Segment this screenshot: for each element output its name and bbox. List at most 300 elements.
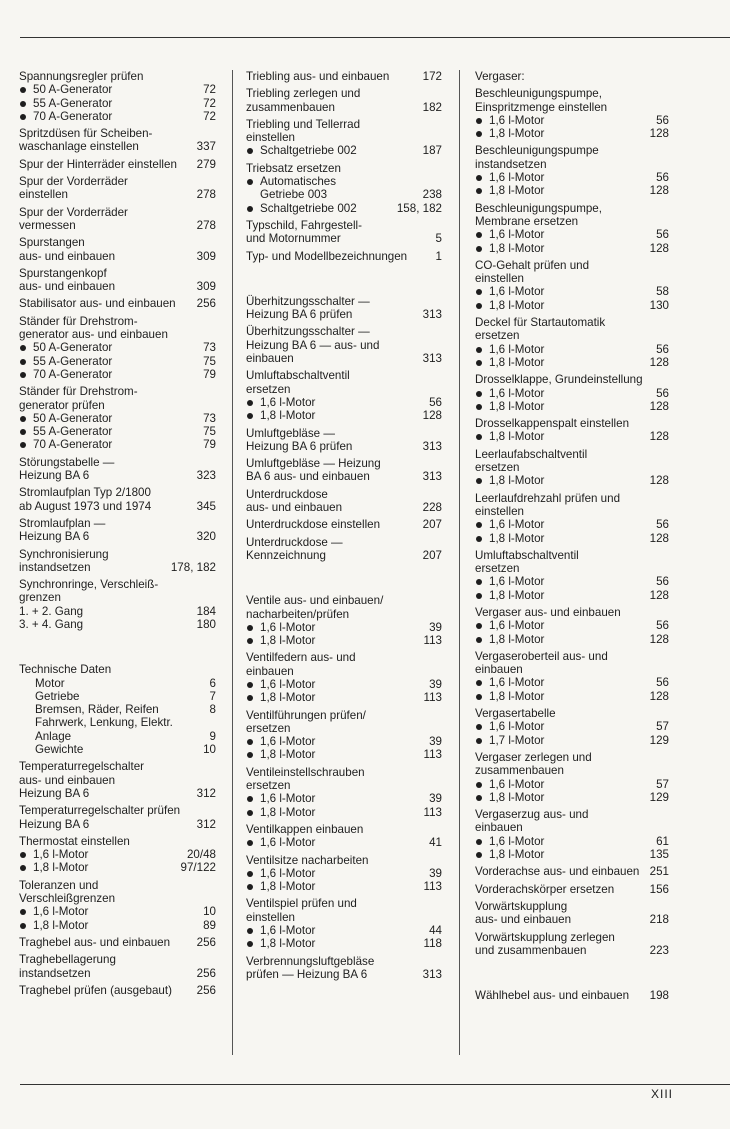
index-entry-line <box>19 315 216 342</box>
index-subentry-label: Schaltgetriebe 002 <box>260 144 357 158</box>
index-entry-page: 309 <box>196 280 216 294</box>
index-entry-page: 207 <box>422 518 442 532</box>
index-entry <box>246 162 442 215</box>
index-subentry <box>19 905 216 918</box>
index-subentry-label: 50 A-Generator <box>33 341 113 355</box>
index-entry <box>246 457 442 484</box>
index-subentry-label: 1,8 l-Motor <box>489 474 545 488</box>
index-entry-line <box>19 267 216 294</box>
index-subentry <box>475 791 669 804</box>
index-entry-label: Ständer für Drehstrom- generator prüfen <box>19 385 138 412</box>
index-entry-label: Triebling und Tellerrad einstellen <box>246 117 361 145</box>
index-entry-label: Leerlaufdrehzahl prüfen und einstellen <box>475 491 621 518</box>
index-subentry <box>19 341 216 354</box>
index-entry-page: 256 <box>196 983 216 997</box>
index-entry-line <box>19 127 216 154</box>
index-entry-label: Spannungsregler prüfen <box>19 70 144 83</box>
index-subentry-page: 128 <box>649 588 669 602</box>
index-entry <box>475 144 669 197</box>
index-entry <box>19 517 216 544</box>
index-subentry <box>475 474 669 487</box>
index-entry <box>475 989 669 1002</box>
index-entry <box>19 385 216 451</box>
index-entry-line <box>19 206 216 233</box>
index-subentry-label: 1,6 l-Motor <box>489 777 545 791</box>
index-subentry-label: 3. + 4. Gang <box>19 617 84 631</box>
index-entry-label: Beschleunigungspumpe, Einspritzmenge einstellen <box>475 87 608 114</box>
index-entry-page: 337 <box>196 140 216 154</box>
index-subentry <box>19 716 216 743</box>
index-subentry-label: 70 A-Generator <box>33 367 113 381</box>
index-subentry <box>475 285 669 298</box>
index-subentry-page: 118 <box>423 937 442 951</box>
index-entry-label: Temperaturregelschalter prüfen Heizung BA 6 <box>19 804 181 831</box>
index-entry <box>19 804 216 831</box>
index-subentry-label: 70 A-Generator <box>33 109 113 123</box>
index-subentry-page: 158, 182 <box>396 201 442 215</box>
index-entry-line <box>246 427 442 454</box>
index-subentry-page: 113 <box>423 805 442 819</box>
index-entry-page: 313 <box>422 308 442 322</box>
index-entry <box>246 488 442 515</box>
index-entry-page: 313 <box>422 439 442 453</box>
index-entry-line <box>19 175 216 202</box>
index-entry-line <box>475 650 669 677</box>
index-subentry-page: 39 <box>429 792 442 806</box>
index-entry-label: Vergaser aus- und einbauen <box>475 605 621 619</box>
index-entry-line <box>246 709 442 736</box>
index-subentry-page: 61 <box>656 834 669 848</box>
index-entry-line <box>19 385 216 412</box>
index-entry-label: Spurstangenkopf aus- und einbauen <box>19 266 116 294</box>
index-column-2 <box>246 70 442 985</box>
index-entry-line <box>246 651 442 678</box>
index-entry-line <box>246 766 442 793</box>
index-entry <box>475 931 669 958</box>
index-entry-line <box>19 297 216 310</box>
index-entry-label: Traghebel aus- und einbauen <box>19 935 171 949</box>
index-entry-label: Vergaser: <box>475 70 525 83</box>
index-subentry <box>475 619 669 632</box>
index-subentry-label: 1,8 l-Motor <box>489 531 545 545</box>
index-subentry-label: 1,6 l-Motor <box>489 386 545 400</box>
index-entry-line <box>19 548 216 575</box>
index-entry-line <box>246 594 442 621</box>
index-entry <box>475 900 669 927</box>
index-entry-line <box>475 865 669 878</box>
index-entry <box>475 373 669 413</box>
index-subentry-label: 1,6 l-Motor <box>489 575 545 589</box>
index-subentry-page: 56 <box>429 395 442 409</box>
index-subentry-page: 128 <box>649 355 669 369</box>
index-entry <box>246 295 442 322</box>
index-entry-label: Stromlaufplan Typ 2/1800 ab August 1973 und 1974 <box>19 486 152 513</box>
index-entry <box>19 456 216 483</box>
index-entry-line <box>475 87 669 114</box>
index-subentry <box>246 678 442 691</box>
index-subentry-page: 75 <box>203 425 216 439</box>
index-entry <box>19 206 216 233</box>
index-entry-line <box>246 162 442 175</box>
index-entry <box>246 118 442 158</box>
index-subentry-label: 1,8 l-Motor <box>260 937 316 951</box>
index-entry-page: 313 <box>422 470 442 484</box>
index-subentry-label: Fahrwerk, Lenkung, Elektr. Anlage <box>35 716 173 743</box>
index-entry-page: 156 <box>649 882 669 896</box>
index-entry-label: Ventilkappen einbauen <box>246 822 364 836</box>
index-entry-label: Synchronisierung instandsetzen <box>19 547 109 574</box>
index-subentry-page: 44 <box>429 924 442 938</box>
index-entry <box>246 369 442 422</box>
index-entry-line <box>475 202 669 229</box>
index-entry-label: Spurstangen aus- und einbauen <box>19 236 116 263</box>
index-entry-label: Umluftabschaltventil ersetzen <box>475 548 579 576</box>
index-subentry-page: 128 <box>649 430 669 444</box>
index-subentry-page: 39 <box>429 735 442 749</box>
index-entry-label: Umluftgebläse — Heizung BA 6 aus- und einbauen <box>246 457 381 484</box>
top-rule <box>20 37 730 38</box>
index-entry-label: Verbrennungsluftgebläse prüfen — Heizung BA 6 <box>246 954 375 981</box>
index-entry <box>19 663 216 756</box>
index-subentry-label: Getriebe <box>35 689 80 703</box>
index-subentry <box>19 83 216 96</box>
index-subentry <box>19 743 216 756</box>
index-entry <box>475 865 669 878</box>
index-entry-label: Traghebel prüfen (ausgebaut) <box>19 983 172 997</box>
column-divider-1 <box>232 70 233 1055</box>
index-subentry <box>475 228 669 241</box>
index-subentry-page: 180 <box>196 617 216 631</box>
index-entry-line <box>246 897 442 924</box>
index-entry-label: Ventileinstellschrauben ersetzen <box>246 765 365 793</box>
index-subentry-page: 56 <box>656 518 669 532</box>
index-subentry <box>19 703 216 716</box>
index-entry-line <box>475 70 669 83</box>
index-entry-label: Spur der Vorderräder einstellen <box>19 175 128 202</box>
index-entry-label: Ventilfedern aus- und einbauen <box>246 651 356 678</box>
index-entry <box>19 953 216 980</box>
index-subentry-page: 10 <box>203 743 216 757</box>
index-entry-page: 312 <box>196 786 216 800</box>
index-column-1 <box>19 70 216 1001</box>
index-entry-label: Toleranzen und Verschleißgrenzen <box>19 878 116 906</box>
index-subentry <box>475 734 669 747</box>
index-subentry <box>19 355 216 368</box>
index-entry-line <box>475 259 669 286</box>
index-entry-line <box>246 854 442 867</box>
index-entry <box>19 158 216 171</box>
index-subentry-page: 58 <box>656 285 669 299</box>
index-entry <box>475 448 669 488</box>
index-entry-label: Ventile aus- und einbauen/ nacharbeiten/prüfen <box>246 594 384 621</box>
index-subentry-label: 70 A-Generator <box>33 438 113 452</box>
index-subentry-label: 55 A-Generator <box>33 425 113 439</box>
index-entry-line <box>475 549 669 576</box>
index-entry-label: Drosselklappe, Grundeinstellung <box>475 373 643 387</box>
index-subentry <box>475 720 669 733</box>
index-subentry <box>19 438 216 451</box>
index-entry-label: Synchronringe, Verschleiß- grenzen <box>19 578 159 605</box>
index-entry-label: Stabilisator aus- und einbauen <box>19 297 176 311</box>
index-entry-page: 5 <box>435 232 442 246</box>
index-entry-label: Vergaserzug aus- und einbauen <box>475 808 589 835</box>
index-entry-page: 207 <box>422 548 442 562</box>
index-entry-line <box>246 70 442 83</box>
index-entry-label: Traghebellagerung instandsetzen <box>19 953 116 980</box>
index-subentry-label: 1,6 l-Motor <box>489 171 545 185</box>
index-subentry-page: 128 <box>649 689 669 703</box>
index-subentry-page: 89 <box>203 918 216 932</box>
index-entry <box>475 883 669 896</box>
index-subentry <box>475 835 669 848</box>
index-entry-line <box>19 70 216 83</box>
index-subentry <box>475 778 669 791</box>
index-entry-line <box>475 808 669 835</box>
index-entry <box>246 766 442 819</box>
index-subentry-label: 1,8 l-Motor <box>260 634 316 648</box>
index-entry-page: 228 <box>422 501 442 515</box>
index-subentry-page: 56 <box>656 171 669 185</box>
index-subentry <box>475 356 669 369</box>
index-column-3 <box>475 70 669 1006</box>
index-entry-line <box>475 417 669 430</box>
index-entry <box>475 707 669 747</box>
index-entry-label: Wählhebel aus- und einbauen <box>475 989 630 1003</box>
index-entry-page: 320 <box>196 530 216 544</box>
index-entry <box>246 518 442 531</box>
index-entry-line <box>19 879 216 906</box>
index-entry <box>475 808 669 861</box>
index-subentry-label: 1,6 l-Motor <box>260 924 316 938</box>
index-subentry-page: 113 <box>423 691 442 705</box>
index-subentry-page: 20/48 <box>186 848 216 862</box>
index-entry <box>475 492 669 545</box>
index-entry-page: 256 <box>196 297 216 311</box>
index-entry <box>19 835 216 875</box>
index-entry <box>475 417 669 444</box>
index-entry <box>475 650 669 703</box>
index-entry-page: 223 <box>649 943 669 957</box>
index-subentry-page: 56 <box>656 342 669 356</box>
index-subentry-page: 130 <box>649 298 669 312</box>
index-entry-page: 323 <box>196 469 216 483</box>
index-entry-line <box>19 158 216 171</box>
index-subentry-page: 57 <box>656 777 669 791</box>
index-entry-label: Störungstabelle — Heizung BA 6 <box>19 455 115 483</box>
index-entry-line <box>246 87 442 114</box>
index-subentry <box>475 518 669 531</box>
index-entry-page: 278 <box>196 188 216 202</box>
bottom-rule <box>20 1084 730 1085</box>
index-entry-line <box>246 536 442 563</box>
index-subentry-page: 113 <box>423 634 442 648</box>
index-subentry <box>19 425 216 438</box>
index-subentry-label: 1,8 l-Motor <box>33 918 89 932</box>
index-entry-label: Überhitzungsschalter — Heizung BA 6 — aus- und einbauen <box>246 325 380 366</box>
index-entry-page: 251 <box>649 865 669 879</box>
index-entry-label: Vergaser zerlegen und zusammenbauen <box>475 750 592 778</box>
index-entry-line <box>246 250 442 263</box>
index-entry-label: Thermostat einstellen <box>19 834 130 848</box>
index-subentry-label: 1,6 l-Motor <box>260 836 316 850</box>
index-entry-line <box>19 236 216 263</box>
index-subentry <box>246 867 442 880</box>
index-subentry-label: 1,8 l-Motor <box>489 588 545 602</box>
index-entry-label: Beschleunigungspumpe, Membrane ersetzen <box>475 201 602 228</box>
index-subentry-label: 50 A-Generator <box>33 83 113 97</box>
index-subentry <box>19 368 216 381</box>
index-entry-line <box>19 835 216 848</box>
index-entry-page: 1 <box>435 249 442 263</box>
index-subentry-label: 1,6 l-Motor <box>489 113 545 127</box>
index-entry-label: Beschleunigungspumpe instandsetzen <box>475 144 599 171</box>
index-entry <box>475 549 669 602</box>
index-entry-line <box>246 457 442 484</box>
index-entry <box>19 486 216 513</box>
index-entry-label: Drosselkappenspalt einstellen <box>475 417 630 431</box>
index-subentry-label: 1,6 l-Motor <box>33 848 89 862</box>
index-subentry <box>475 430 669 443</box>
index-subentry-page: 97/122 <box>180 861 216 875</box>
index-subentry <box>246 144 442 157</box>
index-entry <box>19 70 216 123</box>
index-entry-line <box>475 316 669 343</box>
index-subentry <box>19 605 216 618</box>
index-entry-label: Vorwärtskupplung zerlegen und zusammenbauen <box>475 930 615 957</box>
index-subentry-label: 1,8 l-Motor <box>489 355 545 369</box>
index-entry-line <box>19 984 216 997</box>
index-subentry-page: 128 <box>649 399 669 413</box>
index-subentry <box>475 299 669 312</box>
index-entry-label: Technische Daten <box>19 663 112 677</box>
index-entry-label: Leerlaufabschaltventil ersetzen <box>475 447 588 475</box>
index-subentry-label: 1,6 l-Motor <box>260 735 316 749</box>
index-subentry-label: 1,8 l-Motor <box>260 409 316 423</box>
index-subentry-page: 6 <box>209 676 216 690</box>
index-subentry-page: 128 <box>649 241 669 255</box>
index-subentry <box>475 114 669 127</box>
index-subentry-page: 79 <box>203 367 216 381</box>
index-entry-page: 278 <box>196 218 216 232</box>
index-subentry <box>246 924 442 937</box>
index-subentry <box>246 691 442 704</box>
index-subentry-page: 79 <box>203 438 216 452</box>
index-subentry <box>246 202 442 215</box>
index-entry-line <box>475 144 669 171</box>
index-subentry-label: 1,6 l-Motor <box>489 834 545 848</box>
index-subentry-label: Gewichte <box>35 743 84 757</box>
index-subentry-label: Schaltgetriebe 002 <box>260 201 357 215</box>
index-subentry-label: 1,6 l-Motor <box>260 792 316 806</box>
index-entry-label: Umluftabschaltventil ersetzen <box>246 369 350 396</box>
index-subentry-page: 128 <box>649 632 669 646</box>
index-entry <box>475 606 669 646</box>
index-subentry-page: 56 <box>656 676 669 690</box>
index-entry-label: Spur der Hinterräder einstellen <box>19 157 177 171</box>
index-entry <box>246 427 442 454</box>
index-entry <box>246 823 442 850</box>
index-subentry-page: 56 <box>656 575 669 589</box>
index-subentry-page: 128 <box>649 474 669 488</box>
index-entry <box>246 219 442 246</box>
index-subentry <box>475 184 669 197</box>
index-entry <box>19 879 216 932</box>
index-entry-label: Deckel für Startautomatik ersetzen <box>475 316 606 343</box>
index-entry-line <box>246 488 442 515</box>
index-subentry-label: 1,8 l-Motor <box>33 861 89 875</box>
index-entry-label: Ventilführungen prüfen/ ersetzen <box>246 708 366 735</box>
index-subentry <box>246 621 442 634</box>
index-subentry-page: 128 <box>649 531 669 545</box>
index-entry-label: Vorderachskörper ersetzen <box>475 882 615 896</box>
index-subentry-page: 184 <box>196 604 216 618</box>
index-subentry <box>246 880 442 893</box>
index-entry-page: 218 <box>649 913 669 927</box>
index-subentry-label: 1,8 l-Motor <box>489 399 545 413</box>
index-entry <box>19 175 216 202</box>
index-subentry-page: 56 <box>656 619 669 633</box>
index-subentry-label: 1,8 l-Motor <box>489 241 545 255</box>
index-subentry-page: 8 <box>209 703 216 717</box>
index-entry-line <box>475 492 669 519</box>
index-entry-label: Spritzdüsen für Scheiben- waschanlage einstellen <box>19 127 153 154</box>
index-entry-line <box>246 823 442 836</box>
column-divider-2 <box>459 70 460 1055</box>
index-entry-line <box>246 295 442 322</box>
index-entry <box>246 536 442 563</box>
index-subentry <box>19 848 216 861</box>
index-entry <box>19 760 216 800</box>
index-subentry-label: 1,8 l-Motor <box>260 691 316 705</box>
index-entry-line <box>475 883 669 896</box>
index-entry-label: Vergaseroberteil aus- und einbauen <box>475 649 608 677</box>
index-entry <box>19 548 216 575</box>
index-entry <box>475 202 669 255</box>
index-subentry-page: 75 <box>203 354 216 368</box>
index-entry-line <box>475 900 669 927</box>
index-entry-label: Ventilsitze nacharbeiten <box>246 853 369 867</box>
index-subentry-label: 1,6 l-Motor <box>489 285 545 299</box>
index-entry-label: Spur der Vorderräder vermessen <box>19 205 128 232</box>
index-subentry <box>475 676 669 689</box>
index-subentry-page: 39 <box>429 677 442 691</box>
index-subentry <box>19 97 216 110</box>
index-entry-page: 345 <box>196 499 216 513</box>
index-subentry-page: 56 <box>656 386 669 400</box>
index-entry-label: Unterdruckdose — Kennzeichnung <box>246 535 343 562</box>
index-entry-page: 313 <box>422 352 442 366</box>
index-subentry <box>475 690 669 703</box>
index-entry-page: 279 <box>196 157 216 171</box>
index-subentry-label: 1,6 l-Motor <box>489 228 545 242</box>
index-entry-label: Vergasertabelle <box>475 707 556 721</box>
index-entry-line <box>246 955 442 982</box>
index-entry-label: Triebling aus- und einbauen <box>246 70 390 83</box>
index-entry <box>19 936 216 949</box>
index-subentry-label: 1. + 2. Gang <box>19 604 84 618</box>
index-subentry <box>475 127 669 140</box>
index-subentry-page: 72 <box>203 83 216 97</box>
index-subentry-label: 1,6 l-Motor <box>260 677 316 691</box>
index-entry-line <box>475 707 669 720</box>
index-entry-line <box>19 804 216 831</box>
index-subentry-label: 1,8 l-Motor <box>489 790 545 804</box>
index-subentry <box>246 806 442 819</box>
index-subentry-page: 129 <box>649 733 669 747</box>
index-subentry-label: 1,6 l-Motor <box>489 720 545 734</box>
index-subentry-label: 50 A-Generator <box>33 411 113 425</box>
index-entry-line <box>475 606 669 619</box>
